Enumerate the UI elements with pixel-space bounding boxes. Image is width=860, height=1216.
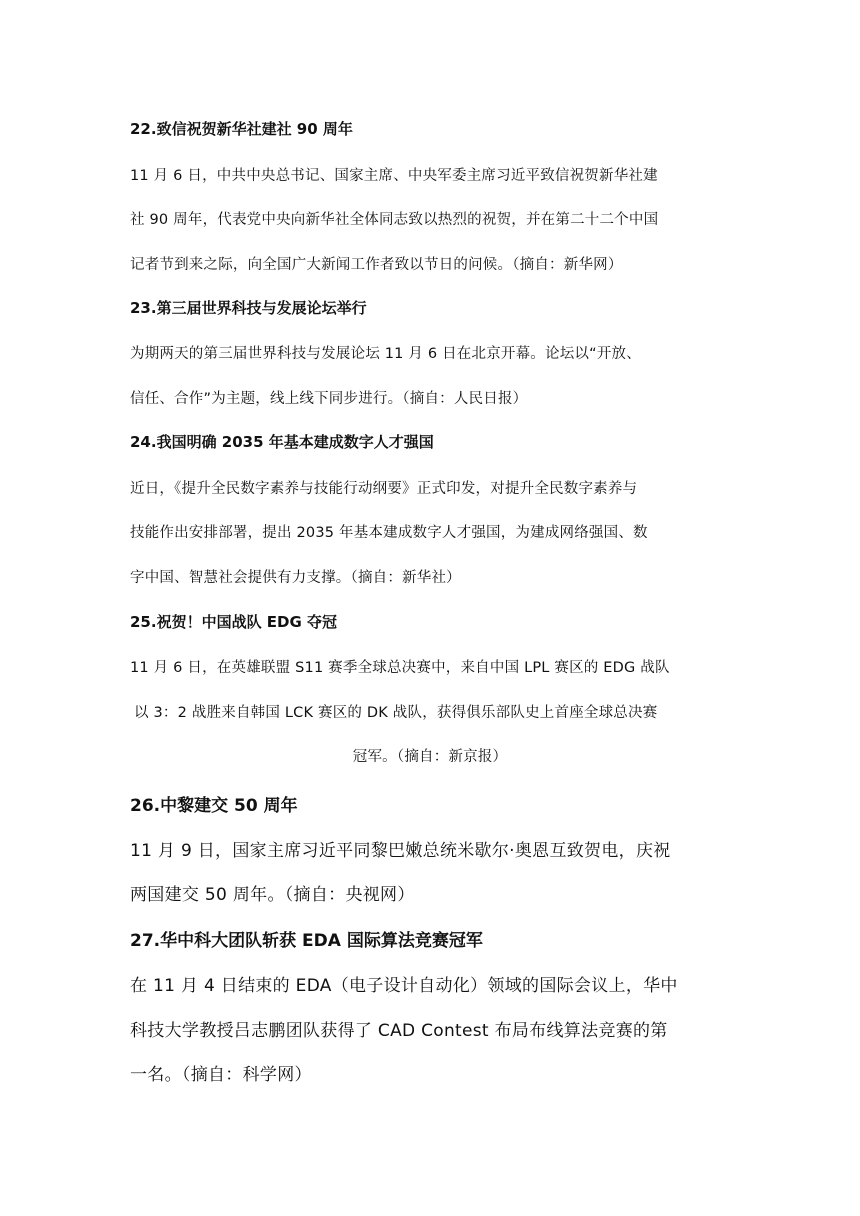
- news-body-22-line-2: 社 90 周年，代表党中央向新华社全体同志致以热烈的祝贺，并在第二十二个中国: [130, 212, 659, 228]
- news-body-24-line-2: 技能作出安排部署，提出 2035 年基本建成数字人才强国，为建成网络强国、数: [130, 525, 648, 541]
- news-body-26-line-1: 11 月 9 日，国家主席习近平同黎巴嫩总统米歇尔·奥恩互致贺电，庆祝: [130, 841, 671, 861]
- news-body-24-line-1: 近日，《提升全民数字素养与技能行动纲要》正式印发，对提升全民数字素养与: [130, 481, 638, 497]
- news-body-23-line-2: 信任、合作”为主题，线上线下同步进行。（摘自：人民日报）: [130, 391, 528, 407]
- news-body-22-line-1: 11 月 6 日，中共中央总书记、国家主席、中央军委主席习近平致信祝贺新华社建: [130, 168, 658, 184]
- news-body-27-line-2: 科技大学教授吕志鹏团队获得了 CAD Contest 布局布线算法竞赛的第: [130, 1021, 668, 1041]
- news-body-24-line-3: 字中国、智慧社会提供有力支撑。（摘自：新华社）: [130, 570, 461, 586]
- news-title-22: 22.致信祝贺新华社建社 90 周年: [130, 120, 353, 138]
- news-body-26-line-2: 两国建交 50 周年。（摘自：央视网）: [130, 885, 415, 905]
- news-body-22-line-3: 记者节到来之际，向全国广大新闻工作者致以节日的问候。（摘自：新华网）: [130, 257, 623, 273]
- news-title-23: 23.第三届世界科技与发展论坛举行: [130, 299, 367, 317]
- news-body-27-line-3: 一名。（摘自：科学网）: [130, 1065, 312, 1085]
- news-title-27: 27.华中科大团队斩获 EDA 国际算法竞赛冠军: [130, 931, 483, 951]
- news-body-25-line-2: 以 3：2 战胜来自韩国 LCK 赛区的 DK 战队，获得俱乐部队史上首座全球总决赛: [134, 705, 658, 721]
- news-title-25: 25.祝贺！中国战队 EDG 夺冠: [130, 613, 338, 631]
- news-body-27-line-1: 在 11 月 4 日结束的 EDA（电子设计自动化）领域的国际会议上，华中: [130, 976, 678, 996]
- news-body-25-line-3: 冠军。（摘自：新京报）: [352, 749, 508, 765]
- news-title-26: 26.中黎建交 50 周年: [130, 796, 298, 816]
- news-title-24: 24.我国明确 2035 年基本建成数字人才强国: [130, 433, 434, 451]
- news-body-25-line-1: 11 月 6 日，在英雄联盟 S11 赛季全球总决赛中，来自中国 LPL 赛区的 EDG 战队: [130, 660, 670, 676]
- news-body-23-line-1: 为期两天的第三届世界科技与发展论坛 11 月 6 日在北京开幕。论坛以“开放、: [130, 346, 641, 362]
